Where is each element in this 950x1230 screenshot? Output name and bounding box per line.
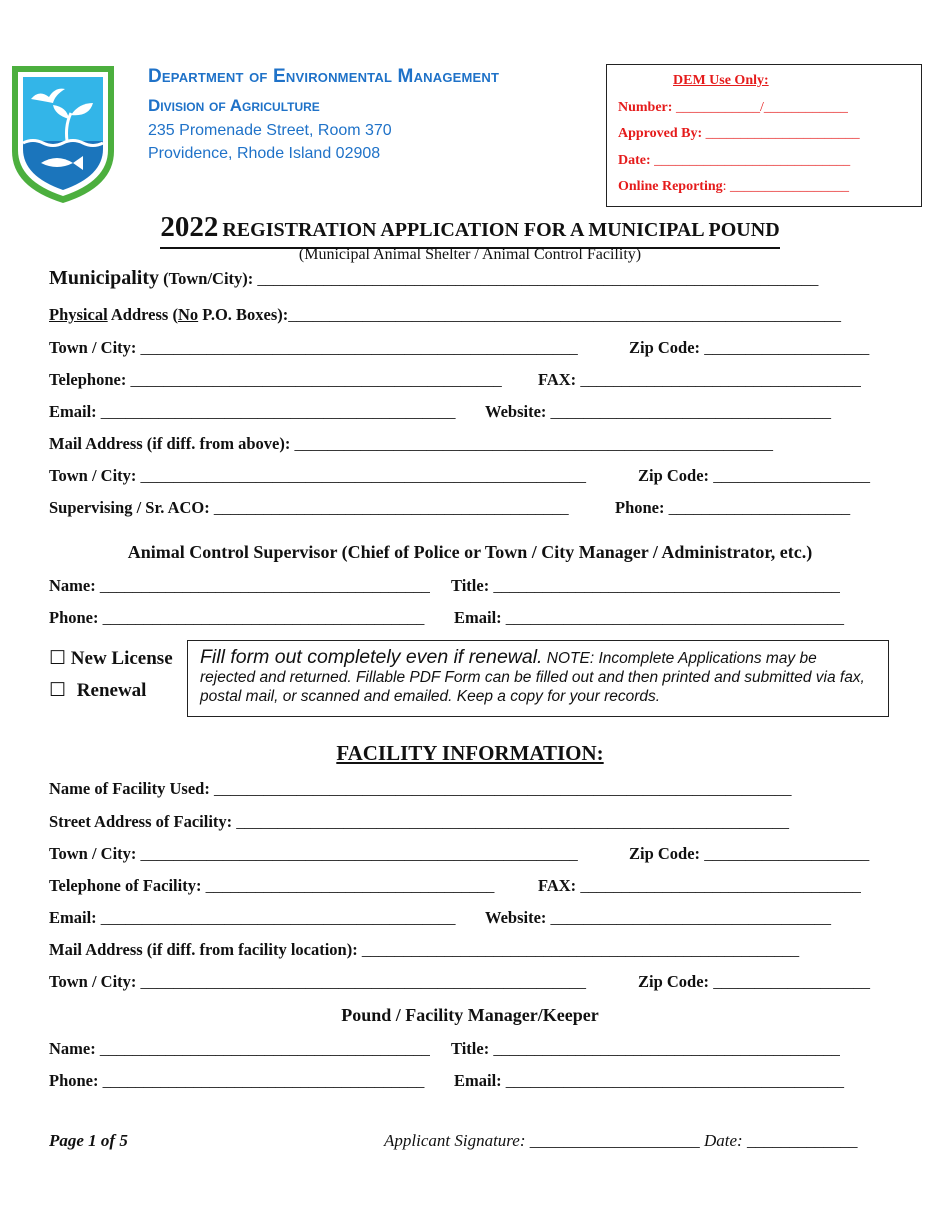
- fax-row: [538, 370, 861, 390]
- manager-name-row: [49, 1039, 430, 1059]
- facility-mail-row: [49, 940, 799, 960]
- website-row: [485, 402, 831, 422]
- manager-heading: Pound / Facility Manager/Keeper: [341, 1005, 599, 1025]
- dem-approved-field: ______________________: [705, 126, 860, 141]
- email-label: Email:: [49, 402, 97, 421]
- supervisor-email-label: Email:: [454, 608, 502, 627]
- aco-phone-label: Phone:: [615, 498, 665, 517]
- facility-telephone-field[interactable]: ___________________________________: [205, 876, 495, 895]
- facility-email-row: [49, 908, 456, 928]
- manager-title-field[interactable]: __________________________________________: [493, 1039, 840, 1058]
- fax-field[interactable]: __________________________________: [580, 370, 861, 389]
- email-field[interactable]: ___________________________________________: [100, 402, 456, 421]
- page-number: Page 1 of 5: [49, 1131, 128, 1150]
- renewal-checkbox[interactable]: ☐: [49, 680, 67, 701]
- town-field[interactable]: _____________________________________________________: [140, 338, 578, 357]
- facility-name-label: Name of Facility Used:: [49, 779, 210, 798]
- website-field[interactable]: __________________________________: [550, 402, 832, 421]
- aco-phone-row: [615, 498, 850, 518]
- facility-street-row: [49, 812, 789, 832]
- facility-zip-2-label: Zip Code:: [638, 972, 710, 991]
- facility-fax-label: FAX:: [538, 876, 577, 895]
- municipality-field[interactable]: ____________________________________________________________________: [257, 269, 819, 288]
- facility-telephone-label: Telephone of Facility:: [49, 876, 202, 895]
- supervisor-name-field[interactable]: ________________________________________: [99, 576, 430, 595]
- physical-label-no: No: [177, 305, 199, 324]
- address-line-1: 235 Promenade Street, Room 370: [148, 122, 392, 139]
- physical-label-u: Physical: [49, 305, 108, 324]
- note-lead: Fill form out completely even if renewal.: [200, 646, 543, 668]
- manager-phone-field[interactable]: _______________________________________: [102, 1071, 425, 1090]
- facility-town-2-field[interactable]: ______________________________________________________: [140, 972, 587, 991]
- manager-name-field[interactable]: ________________________________________: [99, 1039, 430, 1058]
- municipality-label: Municipality: [49, 267, 160, 289]
- supervisor-email-field[interactable]: _________________________________________: [505, 608, 845, 627]
- dem-online-colon: :: [722, 179, 727, 194]
- telephone-field[interactable]: _____________________________________________: [130, 370, 502, 389]
- town-2-field[interactable]: ______________________________________________________: [140, 466, 587, 485]
- facility-email-field[interactable]: ___________________________________________: [100, 908, 456, 927]
- manager-email-field[interactable]: _________________________________________: [505, 1071, 845, 1090]
- facility-town-row: [49, 844, 578, 864]
- page-subtitle: (Municipal Animal Shelter / Animal Control Facility): [298, 246, 642, 263]
- facility-heading: FACILITY INFORMATION:: [336, 741, 604, 765]
- dem-use-only-box: [606, 64, 922, 207]
- dem-online-field: _________________: [730, 179, 850, 194]
- telephone-row: [49, 370, 502, 390]
- manager-phone-label: Phone:: [49, 1071, 99, 1090]
- signature-label: Applicant Signature:: [384, 1131, 526, 1150]
- new-license-option[interactable]: [49, 647, 173, 670]
- department-name: Department of Environmental Management: [148, 66, 500, 87]
- title-text: REGISTRATION APPLICATION FOR A MUNICIPAL POUND: [222, 219, 780, 241]
- aco-field[interactable]: ___________________________________________: [213, 498, 569, 517]
- dem-number-field: ____________/____________: [675, 100, 848, 115]
- facility-street-field[interactable]: ___________________________________________________________________: [236, 812, 790, 831]
- facility-zip-field[interactable]: ____________________: [704, 844, 870, 863]
- note-body: NOTE: Incomplete Applications may be rejected and returned. Fillable PDF Form can be filled out and then printed and submitted via fax, postal mail, or scanned and emailed. Keep a copy for your records.: [200, 650, 865, 705]
- supervisor-title-row: [451, 576, 840, 596]
- dem-approved-label: Approved By:: [618, 126, 703, 141]
- dem-approved-row: [618, 126, 860, 142]
- facility-zip-label: Zip Code:: [629, 844, 701, 863]
- manager-email-row: [454, 1071, 844, 1091]
- aco-row: [49, 498, 569, 518]
- facility-fax-field[interactable]: __________________________________: [580, 876, 861, 895]
- supervisor-phone-label: Phone:: [49, 608, 99, 627]
- dem-number-row: [618, 100, 848, 116]
- signature-row: [384, 1131, 857, 1151]
- supervisor-phone-field[interactable]: _______________________________________: [102, 608, 425, 627]
- facility-website-field[interactable]: __________________________________: [550, 908, 832, 927]
- manager-phone-row: [49, 1071, 424, 1091]
- manager-title-row: [451, 1039, 840, 1059]
- manager-name-label: Name:: [49, 1039, 96, 1058]
- facility-street-label: Street Address of Facility:: [49, 812, 233, 831]
- facility-town-label: Town / City:: [49, 844, 137, 863]
- facility-name-field[interactable]: ______________________________________________________________________: [213, 779, 792, 798]
- facility-town-field[interactable]: _____________________________________________________: [140, 844, 578, 863]
- facility-zip-row: [629, 844, 869, 864]
- facility-fax-row: [538, 876, 861, 896]
- facility-town-2-row: [49, 972, 586, 992]
- zip-2-row: [638, 466, 870, 486]
- dem-box-title: DEM Use Only:: [673, 73, 769, 88]
- municipality-sublabel: (Town/City):: [163, 269, 254, 288]
- supervisor-title-label: Title:: [451, 576, 490, 595]
- facility-mail-field[interactable]: _____________________________________________________: [361, 940, 800, 959]
- title-year: 2022: [160, 211, 219, 243]
- town-label: Town / City:: [49, 338, 137, 357]
- town-2-row: [49, 466, 586, 486]
- facility-town-2-label: Town / City:: [49, 972, 137, 991]
- website-label: Website:: [485, 402, 547, 421]
- mail-address-field[interactable]: __________________________________________________________: [294, 434, 773, 453]
- dem-logo: [9, 63, 117, 205]
- facility-telephone-row: [49, 876, 494, 896]
- dem-date-row: [618, 153, 850, 169]
- dem-number-label: Number:: [618, 100, 673, 115]
- zip-label: Zip Code:: [629, 338, 701, 357]
- dem-date-field: ____________________________: [654, 153, 851, 168]
- fax-label: FAX:: [538, 370, 577, 389]
- supervisor-name-label: Name:: [49, 576, 96, 595]
- mail-address-row: [49, 434, 773, 454]
- instructions-note: [187, 640, 889, 717]
- physical-label-mid: Address (: [110, 305, 178, 324]
- dem-date-label: Date:: [618, 153, 651, 168]
- dem-online-row: [618, 179, 849, 195]
- division-name: Division of Agriculture: [148, 96, 320, 115]
- page-title: [0, 212, 940, 249]
- new-license-label: New License: [70, 648, 173, 669]
- aco-label: Supervising / Sr. ACO:: [49, 498, 210, 517]
- physical-label-end: P.O. Boxes):: [202, 305, 289, 324]
- manager-email-label: Email:: [454, 1071, 502, 1090]
- facility-name-row: [49, 779, 791, 799]
- email-row: [49, 402, 456, 422]
- supervisor-title-field[interactable]: __________________________________________: [493, 576, 840, 595]
- physical-address-field[interactable]: ___________________________________________________________________: [288, 305, 842, 324]
- address-line-2: Providence, Rhode Island 02908: [148, 145, 381, 162]
- dem-online-label: Online Reporting: [618, 179, 723, 194]
- facility-website-label: Website:: [485, 908, 547, 927]
- municipality-row: [49, 267, 818, 290]
- telephone-label: Telephone:: [49, 370, 127, 389]
- physical-address-row: [49, 305, 841, 325]
- town-row: [49, 338, 578, 358]
- signature-field[interactable]: ____________________: [529, 1131, 700, 1150]
- town-2-label: Town / City:: [49, 466, 137, 485]
- renewal-label: Renewal: [76, 680, 147, 701]
- mail-address-label: Mail Address (if diff. from above):: [49, 434, 291, 453]
- new-license-checkbox[interactable]: ☐: [49, 648, 67, 669]
- manager-title-label: Title:: [451, 1039, 490, 1058]
- zip-2-label: Zip Code:: [638, 466, 710, 485]
- facility-website-row: [485, 908, 831, 928]
- zip-row: [629, 338, 869, 358]
- zip-2-field[interactable]: ___________________: [713, 466, 870, 485]
- facility-zip-2-row: [638, 972, 870, 992]
- facility-mail-label: Mail Address (if diff. from facility location):: [49, 940, 358, 959]
- aco-phone-field[interactable]: ______________________: [668, 498, 851, 517]
- facility-zip-2-field[interactable]: ___________________: [713, 972, 870, 991]
- supervisor-name-row: [49, 576, 430, 596]
- supervisor-heading: Animal Control Supervisor (Chief of Police or Town / City Manager / Administrator, etc.): [127, 542, 813, 562]
- supervisor-phone-row: [49, 608, 424, 628]
- signature-date-label: Date:: [704, 1131, 743, 1150]
- zip-field[interactable]: ____________________: [704, 338, 870, 357]
- supervisor-email-row: [454, 608, 844, 628]
- signature-date-field[interactable]: _____________: [746, 1131, 858, 1150]
- renewal-option[interactable]: [49, 679, 146, 702]
- facility-email-label: Email:: [49, 908, 97, 927]
